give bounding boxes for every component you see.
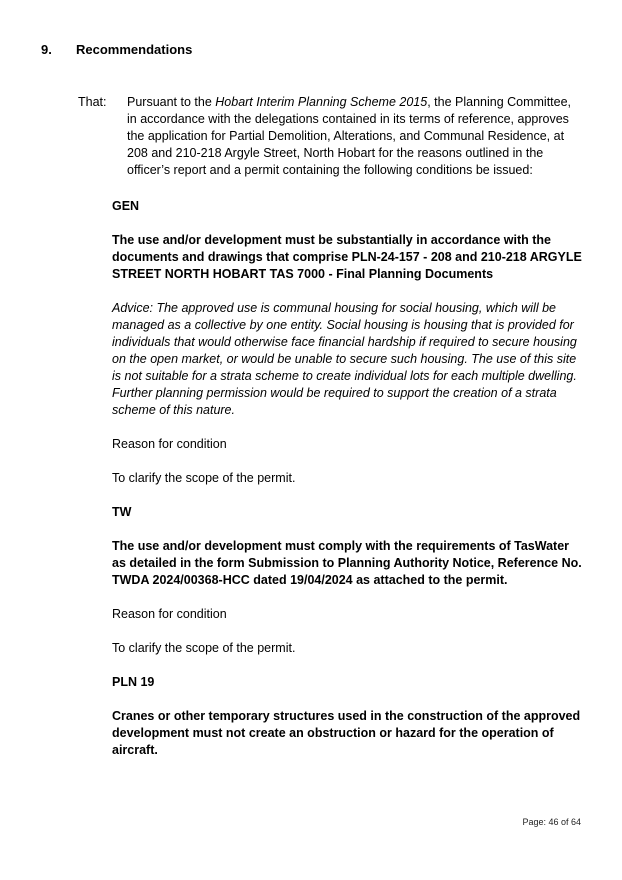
that-label: That: (78, 95, 107, 109)
condition-pln-19 (112, 674, 582, 759)
condition-text: The use and/or development must comply with the requirements of TasWater as detailed in the form Submission to Planning Authority Notice, Reference No. TWDA 2024/00368-HCC dated 19/04/2024 as attached to the permit. (112, 539, 582, 587)
conditions-list (112, 198, 582, 776)
condition-code: GEN (112, 199, 140, 213)
section-title: Recommendations (76, 42, 193, 57)
reason-label: Reason for condition (112, 607, 227, 621)
reason-label: Reason for condition (112, 437, 227, 451)
section-heading (41, 42, 192, 58)
condition-code: PLN 19 (112, 675, 155, 689)
reason-text: To clarify the scope of the permit. (112, 641, 296, 655)
condition-text: The use and/or development must be substantially in accordance with the documents and drawings that comprise PLN-24-157 - 208 and 210-218 ARGYLE STREET NORTH HOBART TAS 7000 - Final Planning Documents (112, 233, 582, 281)
planning-scheme-name: Hobart Interim Planning Scheme 2015 (215, 95, 428, 109)
condition-gen (112, 198, 582, 487)
intro-after-scheme: , the Planning Committee, in accordance with the delegations contained in its terms of reference, approves the application for Partial Demolition, Alterations, and Communal Residence, at 208 and 210-218 Argyle Street, North Hobart for the reasons outlined in the officer’s report and a permit containing the following conditions be issued: (127, 95, 572, 177)
condition-tw (112, 504, 582, 657)
page-number: Page: 46 of 64 (522, 817, 581, 827)
recommendation-paragraph (127, 94, 577, 179)
recommendation-intro (127, 94, 577, 179)
condition-advice: Advice: The approved use is communal housing for social housing, which will be managed as a collective by one entity. Social housing is housing that is provided for individuals that would otherwise face financial hardship if required to secure housing on the open market, or would be unable to secure such housing. The use of this site is not suitable for a strata scheme to create individual lots for each multiple dwelling. Further planning permission would be required to support the creation of a strata scheme of this nature. (112, 301, 577, 417)
condition-code: TW (112, 505, 132, 519)
section-number: 9. (41, 42, 52, 57)
condition-text: Cranes or other temporary structures used in the construction of the approved development must not create an obstruction or hazard for the operation of aircraft. (112, 709, 581, 757)
reason-text: To clarify the scope of the permit. (112, 471, 296, 485)
intro-before-scheme: Pursuant to the (127, 95, 216, 109)
